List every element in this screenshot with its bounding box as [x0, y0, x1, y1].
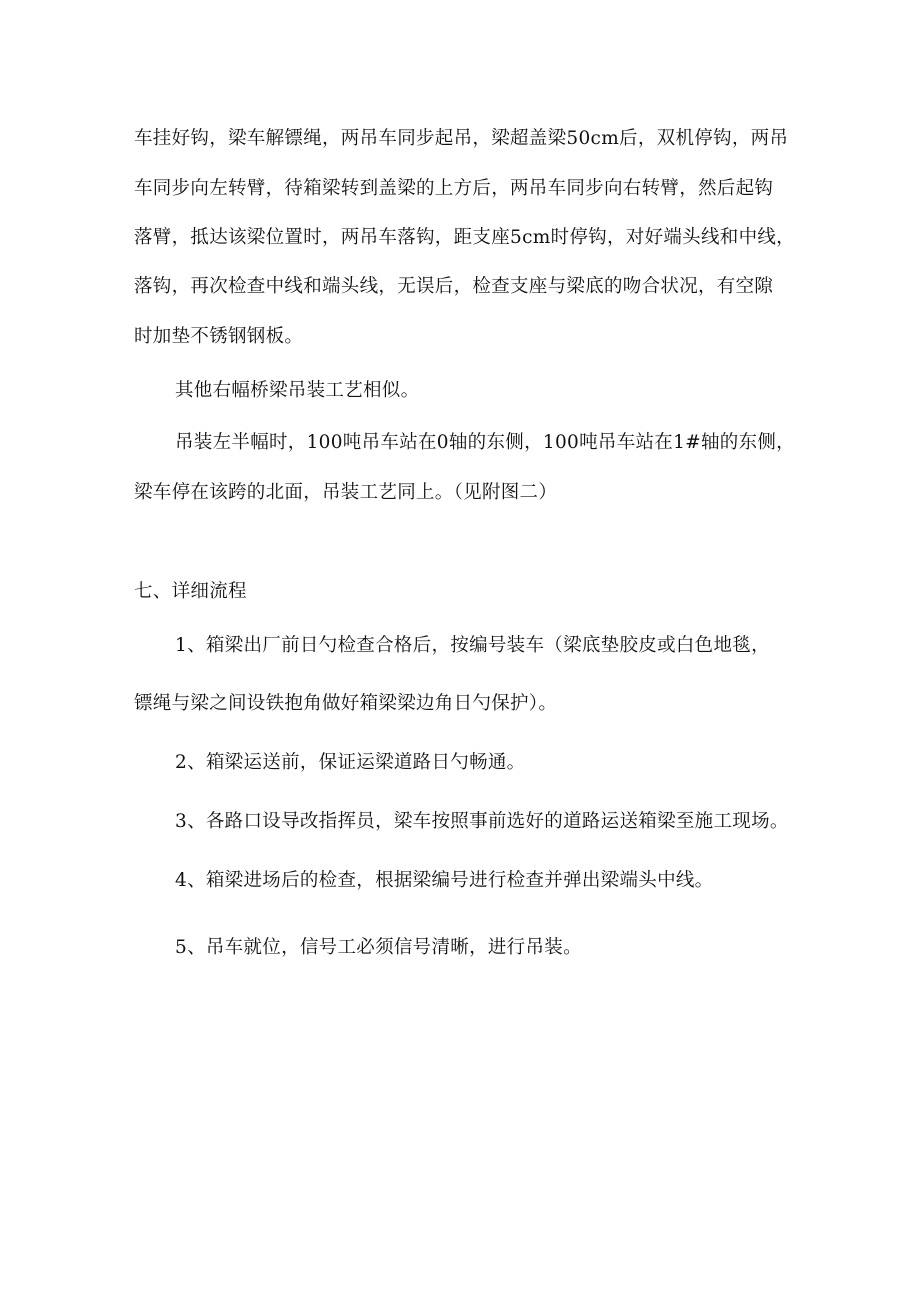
- paragraph-1-line-4: 落钩，再次检查中线和端头线，无误后，检查支座与梁底的吻合状况，有空隙: [134, 276, 774, 297]
- step-4: 4、箱梁进场后的检查，根据梁编号进行检查并弹出梁端头中线。: [175, 870, 714, 891]
- paragraph-3-line-1: 吊装左半幅时，100吨吊车站在0轴的东侧，100吨吊车站在1#轴的东侧，: [175, 432, 795, 453]
- paragraph-1-line-3: 落臂，抵达该梁位置时，两吊车落钩，距支座5cm时停钩，对好端头线和中线，: [134, 227, 795, 248]
- section-heading: 七、详细流程: [134, 581, 247, 602]
- step-5: 5、吊车就位，信号工必须信号清晰，进行吊装。: [175, 937, 582, 958]
- paragraph-1-line-1: 车挂好钩，梁车解镖绳，两吊车同步起吊，梁超盖梁50cm后，双机停钩，两吊: [134, 128, 789, 149]
- step-1-line-2: 镖绳与梁之间设铁抱角做好箱梁梁边角日勺保护）。: [134, 693, 558, 714]
- paragraph-3-line-2: 梁车停在该跨的北面，吊装工艺同上。（见附图二）: [134, 482, 558, 503]
- paragraph-1-line-5: 时加垫不锈钢钢板。: [134, 326, 304, 347]
- paragraph-1-line-2: 车同步向左转臂，待箱梁转到盖梁的上方后，两吊车同步向右转臂，然后起钩: [134, 178, 774, 199]
- step-3: 3、各路口设导改指挥员，梁车按照事前选好的道路运送箱梁至施工现场。: [175, 811, 789, 832]
- paragraph-2: 其他右幅桥梁吊装工艺相似。: [175, 380, 420, 401]
- step-2: 2、箱梁运送前，保证运梁道路日勺畅通。: [175, 752, 526, 773]
- step-1-line-1: 1、箱梁出厂前日勺检查合格后，按编号装车（梁底垫胶皮或白色地毯，: [175, 635, 770, 656]
